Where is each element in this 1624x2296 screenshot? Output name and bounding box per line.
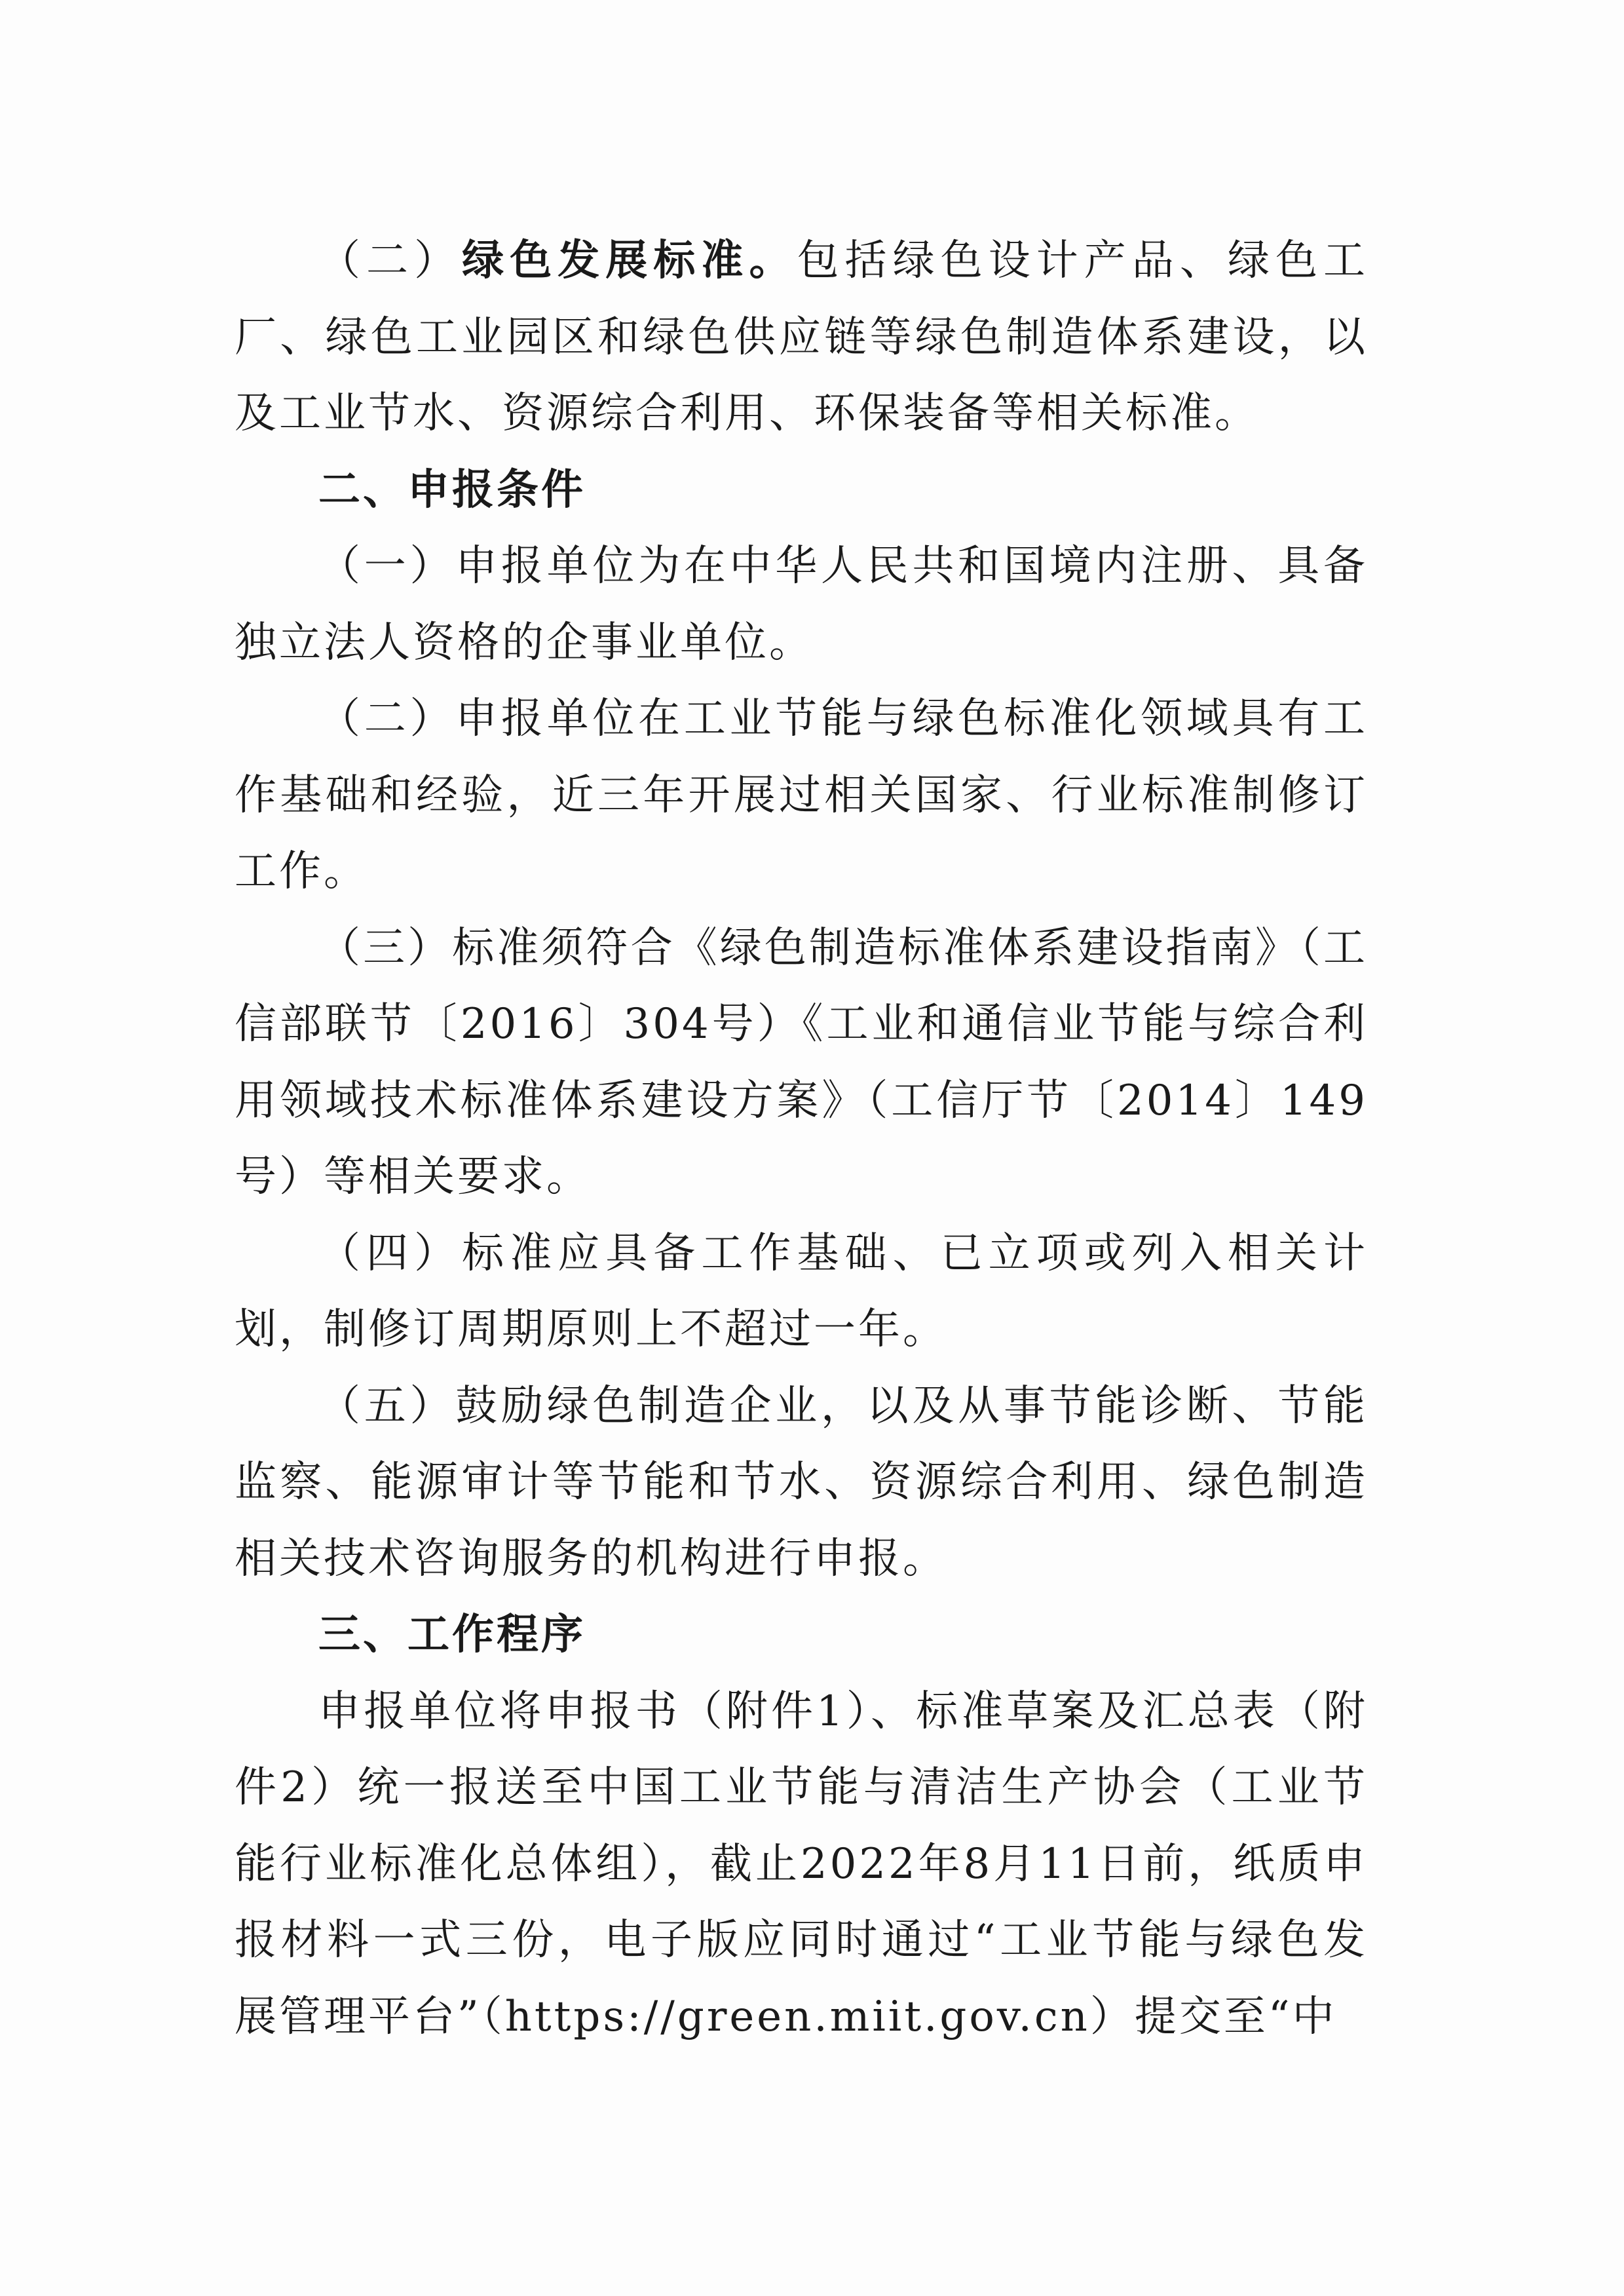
procedure-paragraph: 申报单位将申报书（附件1）、标准草案及汇总表（附件2）统一报送至中国工业节能与清洁生产协会（工业节能行业标准化总体组），截止2022年8月11日前，纸质申报材料一式三份，电子版应同时通过“工业节能与绿色发展管理平台”（https://green.miit.gov.cn）提交至“中	[235, 1687, 1368, 2041]
condition-5: （五）鼓励绿色制造企业，以及从事节能诊断、节能监察、能源审计等节能和节水、资源综合利用、绿色制造相关技术咨询服务的机构进行申报。	[235, 1381, 1368, 1583]
condition-3: （三）标准须符合《绿色制造标准体系建设指南》（工信部联节〔2016〕304号）《工业和通信业节能与综合利用领域技术标准体系建设方案》（工信厅节〔2014〕149号）等相关要求。	[235, 923, 1368, 1201]
condition-2: （二）申报单位在工业节能与绿色标准化领域具有工作基础和经验，近三年开展过相关国家、行业标准制修订工作。	[235, 695, 1368, 896]
item-text: 包括绿色设计产品、绿色工厂、绿色工业园区和绿色供应链等绿色制造体系建设，以及工业节水、资源综合利用、环保装备等相关标准。	[235, 237, 1369, 438]
item-title: 绿色发展标准。	[462, 237, 797, 285]
section-heading-work-procedure: 三、工作程序	[318, 1611, 586, 1659]
section-heading-application-conditions: 二、申报条件	[318, 465, 586, 514]
paragraph-green-development-standard	[235, 223, 1368, 452]
item-number: （二）	[318, 237, 463, 285]
condition-1: （一）申报单位为在中华人民共和国境内注册、具备独立法人资格的企事业单位。	[235, 542, 1368, 667]
condition-4: （四）标准应具备工作基础、已立项或列入相关计划，制修订周期原则上不超过一年。	[235, 1229, 1368, 1354]
document-body	[235, 223, 1368, 2055]
